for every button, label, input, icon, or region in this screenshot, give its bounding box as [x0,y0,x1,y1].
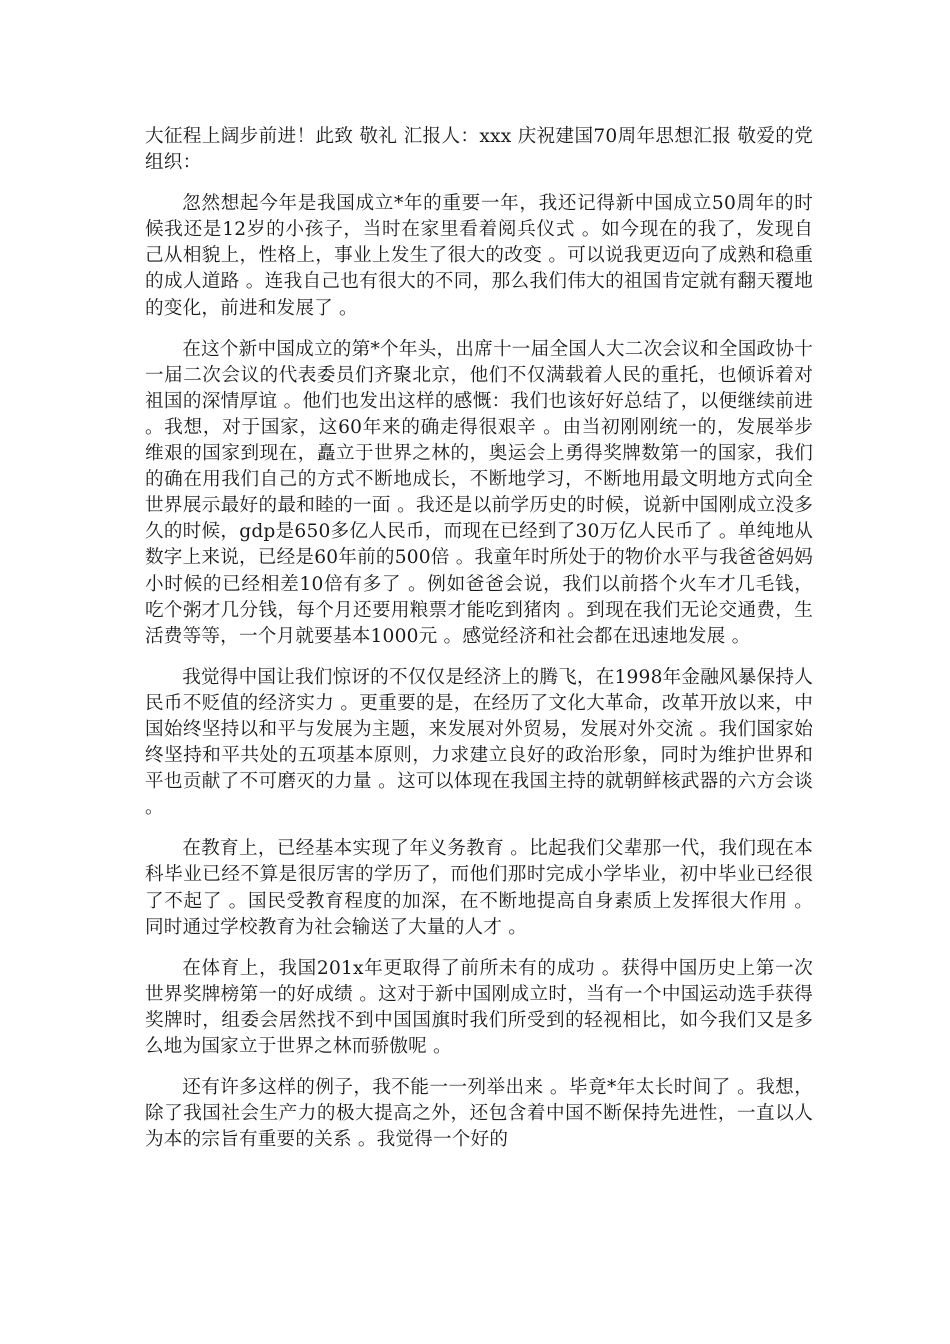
paragraph-sports: 在体育上，我国201x年更取得了前所未有的成功 。获得中国历史上第一次世界奖牌榜第一的好成绩 。这对于新中国刚成立时，当有一个中国运动选手获得奖牌时，组委会居然找不到中国国旗时我们所受到的轻视相比，如今我们又是多么地为国家立于世界之林而骄傲呢 。 [145,957,813,1057]
paragraph-memory: 忽然想起今年是我国成立*年的重要一年，我还记得新中国成立50周年的时候我还是12岁的小孩子，当时在家里看着阅兵仪式 。如今现在的我了，发现自己从相貌上，性格上，事业上发生了很大的改变 。可以说我更迈向了成熟和稳重的成人道路 。连我自己也有很大的不同，那么我们伟大的祖国肯定就有翻天覆地的变化，前进和发展了 。 [145,193,813,319]
paragraph-diplomacy: 我觉得中国让我们惊讶的不仅仅是经济上的腾飞，在1998年金融风暴保持人民币不贬值的经济实力 。更重要的是，在经历了文化大革命，改革开放以来，中国始终坚持以和平与发展为主题，来发展对外贸易，发展对外交流 。我们国家始终坚持和平共处的五项基本原则，力求建立良好的政治形象，同时为维护世界和平也贡献了不可磨灭的力量 。这可以体现在我国主持的就朝鲜核武器的六方会谈 。 [145,666,813,819]
document-page [145,124,813,1168]
paragraph-intro: 大征程上阔步前进！此致 敬礼 汇报人：xxx 庆祝建国70周年思想汇报 敬爱的党组织： [145,126,813,174]
paragraph-development: 在这个新中国成立的第*个年头，出席十一届全国人大二次会议和全国政协十一届二次会议的代表委员们齐聚北京，他们不仅满载着人民的重托，也倾诉着对祖国的深情厚谊 。他们也发出这样的感慨：我们也该好好总结了，以便继续前进 。我想，对于国家，这60年来的确走得很艰辛 。由当初刚刚统一的，发展举步维艰的国家到现在，矗立于世界之林的，奥运会上勇得奖牌数第一的国家，我们的确在用我们自己的方式不断地成长，不断地学习，不断地用最文明地方式向全世界展示最好的最和睦的一面 。我还是以前学历史的时候，说新中国刚成立没多久的时候，gdp是650多亿人民币，而现在已经到了30万亿人民币了 。单纯地从数字上来说，已经是60年前的500倍 。我童年时所处于的物价水平与我爸爸妈妈小时候的已经相差10倍有多了 。例如爸爸会说，我们以前搭个火车才几毛钱，吃个粥才几分钱，每个月还要用粮票才能吃到猪肉 。到现在我们无论交通费，生活费等等，一个月就要基本1000元 。感觉经济和社会都在迅速地发展 。 [145,338,813,647]
paragraph-education: 在教育上，已经基本实现了年义务教育 。比起我们父辈那一代，我们现在本科毕业已经不算是很厉害的学历了，而他们那时完成小学毕业，初中毕业已经很了不起了 。国民受教育程度的加深，在不断地提高自身素质上发挥很大作用 。同时通过学校教育为社会输送了大量的人才 。 [145,838,813,938]
paragraph-conclusion: 还有许多这样的例子，我不能一一列举出来 。毕竟*年太长时间了 。我想，除了我国社会生产力的极大提高之外，还包含着中国不断保持先进性，一直以人为本的宗旨有重要的关系 。我觉得一个好的 [145,1077,813,1151]
